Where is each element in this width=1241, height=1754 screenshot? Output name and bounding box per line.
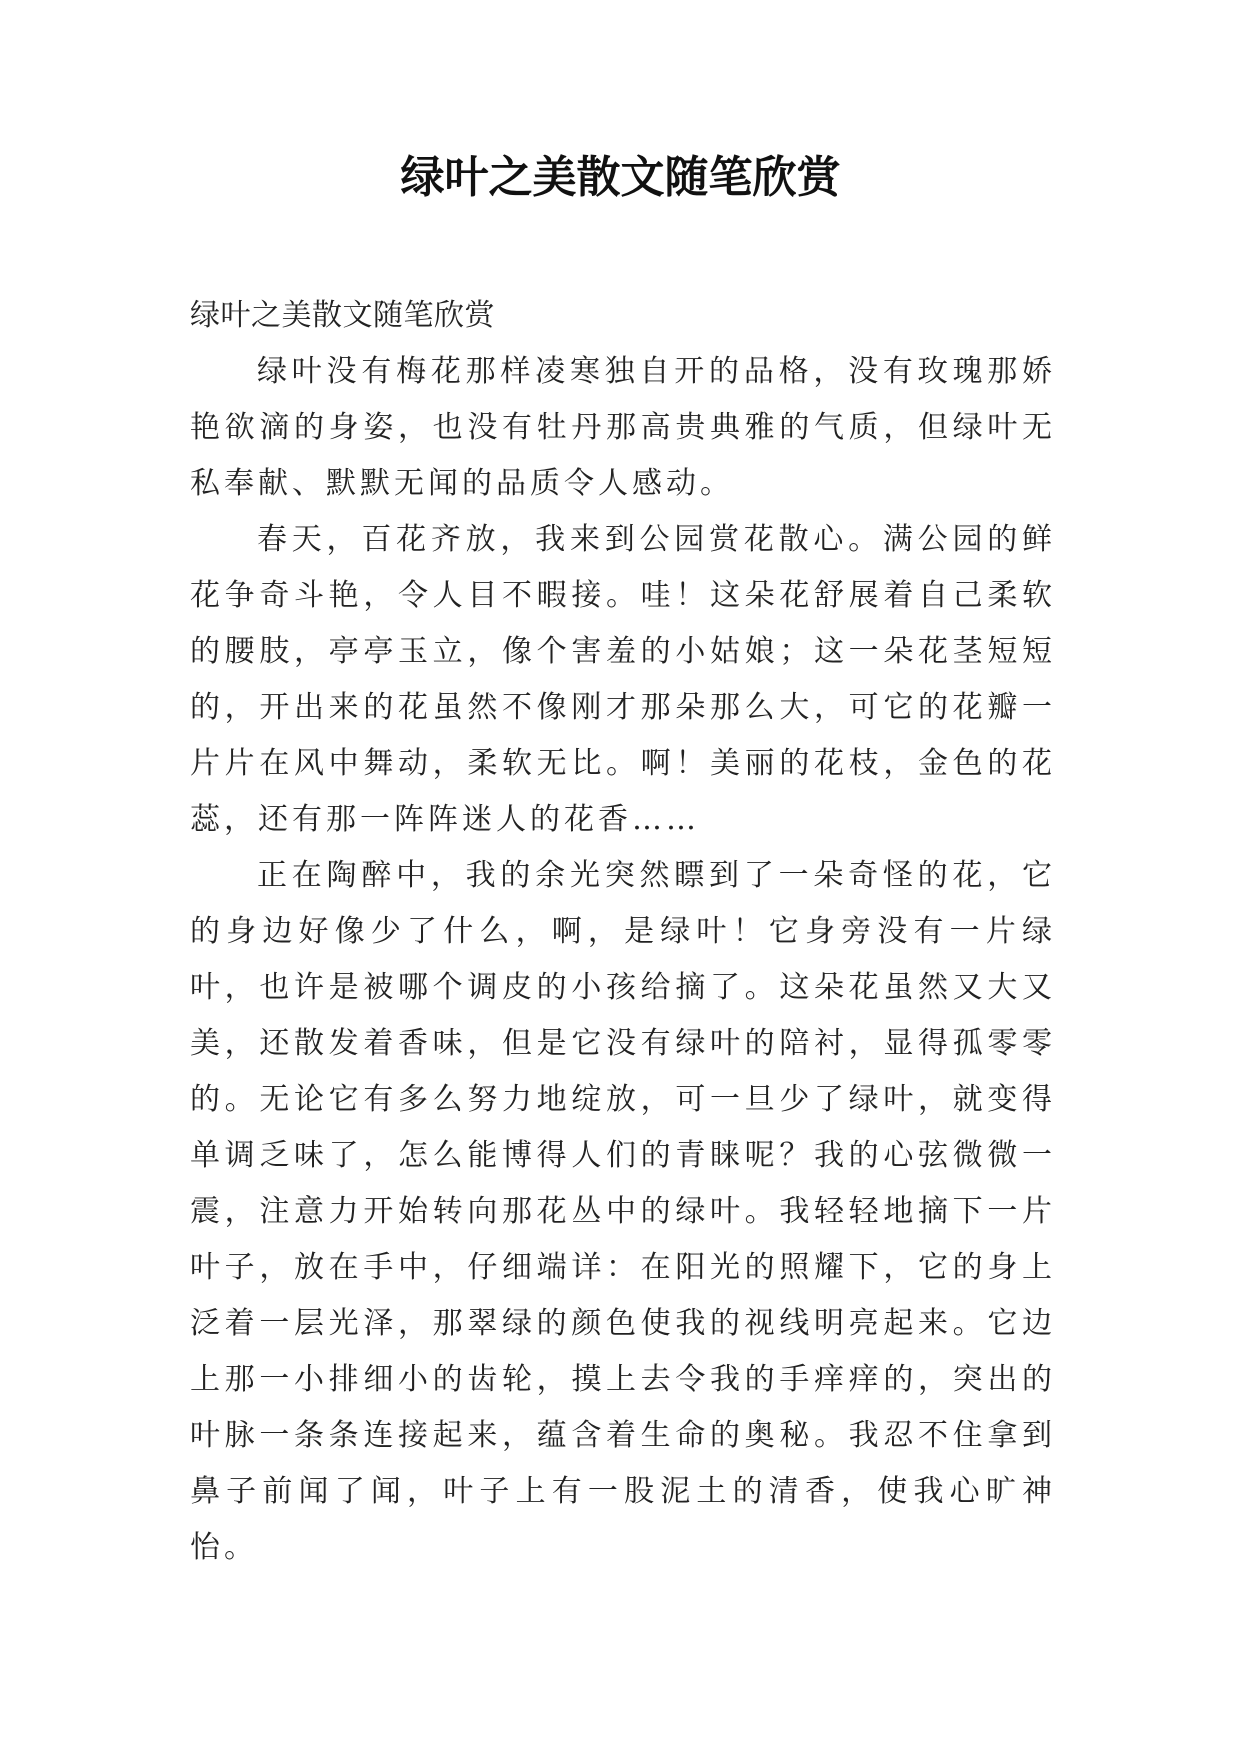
paragraph-1: 绿叶没有梅花那样凌寒独自开的品格，没有玫瑰那娇艳欲滴的身姿，也没有牡丹那高贵典雅的气质，但绿叶无私奉献、默默无闻的品质令人感动。 (190, 354, 1056, 501)
paragraph-2: 春天，百花齐放，我来到公园赏花散心。满公园的鲜花争奇斗艳，令人目不暇接。哇！这朵花舒展着自己柔软的腰肢，亭亭玉立，像个害羞的小姑娘；这一朵花茎短短的，开出来的花虽然不像刚才那朵那么大，可它的花瓣一片片在风中舞动，柔软无比。啊！美丽的花枝，金色的花蕊，还有那一阵阵迷人的花香…… (190, 522, 1056, 837)
document-subtitle: 绿叶之美散文随笔欣赏 (190, 298, 495, 333)
document-body (190, 288, 1056, 1576)
document-title: 绿叶之美散文随笔欣赏 (400, 152, 841, 203)
paragraph-3: 正在陶醉中，我的余光突然瞟到了一朵奇怪的花，它的身边好像少了什么，啊，是绿叶！它身旁没有一片绿叶，也许是被哪个调皮的小孩给摘了。这朵花虽然又大又美，还散发着香味，但是它没有绿叶的陪衬，显得孤零零的。无论它有多么努力地绽放，可一旦少了绿叶，就变得单调乏味了，怎么能博得人们的青睐呢？我的心弦微微一震，注意力开始转向那花丛中的绿叶。我轻轻地摘下一片叶子，放在手中，仔细端详：在阳光的照耀下，它的身上泛着一层光泽，那翠绿的颜色使我的视线明亮起来。它边上那一小排细小的齿轮，摸上去令我的手痒痒的，突出的叶脉一条条连接起来，蕴含着生命的奥秘。我忍不住拿到鼻子前闻了闻，叶子上有一股泥土的清香，使我心旷神怡。 (190, 858, 1056, 1565)
